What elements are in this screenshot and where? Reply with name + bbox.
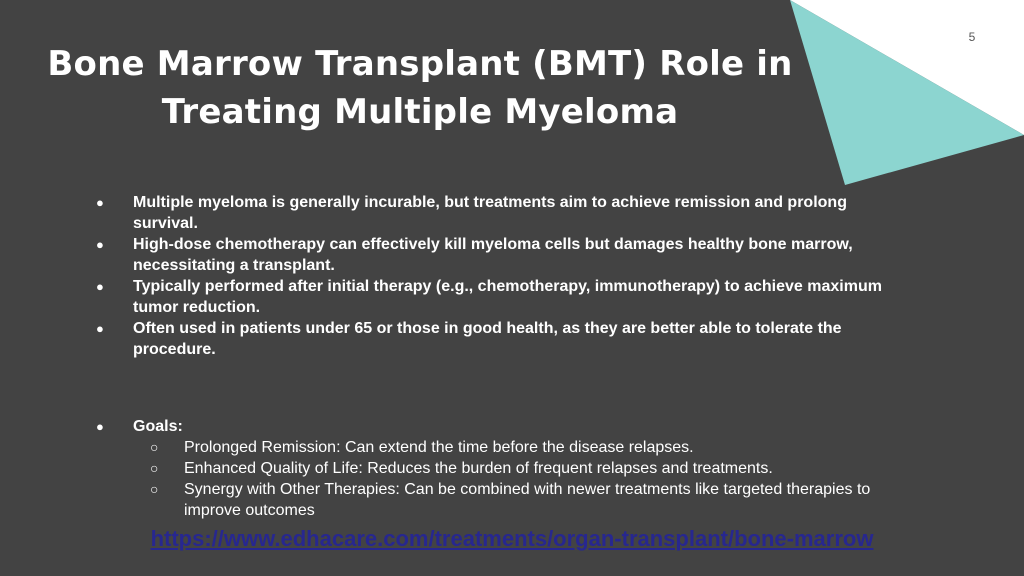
hollow-circle-bullet-icon: ○ bbox=[150, 460, 159, 476]
bullet-item bbox=[96, 276, 896, 318]
bullet-dot-icon: ● bbox=[96, 321, 104, 336]
page-number: 5 bbox=[968, 30, 976, 44]
bullet-text: Typically performed after initial therapy (e.g., chemotherapy, immunotherapy) to achieve maximum tumor reduction. bbox=[133, 278, 882, 316]
bullet-dot-icon: ● bbox=[96, 237, 104, 252]
bullet-item bbox=[96, 234, 896, 276]
goals-label: Goals: bbox=[133, 418, 183, 435]
goal-text: Enhanced Quality of Life: Reduces the burden of frequent relapses and treatments. bbox=[184, 460, 773, 477]
bullet-item bbox=[96, 318, 896, 360]
goal-item bbox=[133, 437, 896, 458]
bullet-text: Often used in patients under 65 or those in good health, as they are better able to tolerate the procedure. bbox=[133, 320, 842, 358]
bullet-text: High-dose chemotherapy can effectively kill myeloma cells but damages healthy bone marrow, necessitating a transplant. bbox=[133, 236, 853, 274]
goals-sub-list bbox=[133, 437, 896, 521]
bullet-dot-icon: ● bbox=[96, 419, 104, 434]
bullet-dot-icon: ● bbox=[96, 279, 104, 294]
goal-text: Synergy with Other Therapies: Can be combined with newer treatments like targeted therapies to improve outcomes bbox=[184, 481, 871, 519]
bullet-text: Multiple myeloma is generally incurable, but treatments aim to achieve remission and prolong survival. bbox=[133, 194, 847, 232]
bullet-item bbox=[96, 192, 896, 234]
hollow-circle-bullet-icon: ○ bbox=[150, 439, 159, 455]
goal-item bbox=[133, 479, 896, 521]
hollow-circle-bullet-icon: ○ bbox=[150, 481, 159, 497]
source-link[interactable]: https://www.edhacare.com/treatments/organ-transplant/bone-marrow bbox=[150, 526, 874, 551]
slide-title: Bone Marrow Transplant (BMT) Role in Treating Multiple Myeloma bbox=[47, 44, 793, 132]
goal-item bbox=[133, 458, 896, 479]
goal-text: Prolonged Remission: Can extend the time before the disease relapses. bbox=[184, 439, 694, 456]
bullet-list bbox=[96, 192, 896, 360]
goals-list bbox=[96, 416, 896, 521]
bullet-dot-icon: ● bbox=[96, 195, 104, 210]
goals-item bbox=[96, 416, 896, 521]
